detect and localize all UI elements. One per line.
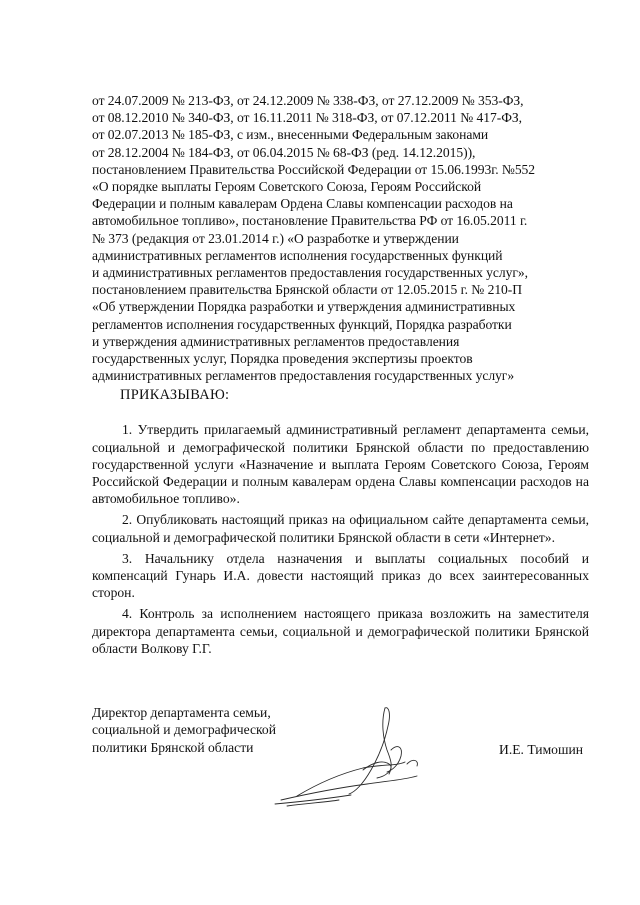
order-item-4: 4. Контроль за исполнением настоящего приказа возложить на заместителя директора департамента семьи, социальной и демографической политики Брянской области Волкову Г.Г. [92,606,589,656]
preamble-line: государственных услуг, Порядка проведения экспертизы проектов [92,351,473,367]
signatory-title-line: социальной и демографической [92,722,277,738]
order-item-1: 1. Утвердить прилагаемый административный регламент департамента семьи, социальной и демографической политики Брянской области по предоставлению государственной услуги «Назначение и выплата Героям Советского Союза, Героям Российской Федерации и полным кавалерам ордена Славы компенсации расходов на автомобильное топливо». [92,422,589,507]
preamble-line: постановлением Правительства Российской Федерации от 15.06.1993г. №552 [92,161,536,177]
preamble-line: от 08.12.2010 № 340-ФЗ, от 16.11.2011 № 318-ФЗ, от 07.12.2011 № 417-ФЗ, [92,110,523,126]
signature-block [92,704,589,814]
preamble-line: регламентов исполнения государственных функций, Порядка разработки [92,316,512,332]
order-item-2: 2. Опубликовать настоящий приказ на официальном сайте департамента семьи, социальной и демографической политики Брянской области в сети «Интернет». [92,512,589,545]
preamble-line: № 373 (редакция от 23.01.2014 г.) «О разработке и утверждении [92,230,459,246]
preamble-line: и административных регламентов предоставления государственных услуг», [92,265,529,281]
order-heading: ПРИКАЗЫВАЮ: [120,387,230,404]
preamble-line: «Об утверждении Порядка разработки и утверждения административных [92,299,516,315]
signatory-title-line: Директор департамента семьи, [92,705,271,720]
preamble-line: от 24.07.2009 № 213-ФЗ, от 24.12.2009 № 338-ФЗ, от 27.12.2009 № 353-ФЗ, [92,93,524,108]
document-body [92,92,589,661]
preamble [92,92,589,384]
preamble-line: от 02.07.2013 № 185-ФЗ, с изм., внесенными Федеральным законами [92,127,489,143]
signatory-name: И.Е. Тимошин [499,742,583,757]
preamble-line: административных регламентов предоставления государственных услуг» [92,368,515,384]
preamble-line: «О порядке выплаты Героям Советского Союза, Героям Российской [92,179,482,195]
handwritten-signature [267,704,437,809]
preamble-line: и утверждения административных регламентов предоставления [92,333,460,349]
preamble-line: постановлением правительства Брянской области от 12.05.2015 г. № 210-П [92,282,523,298]
preamble-line: административных регламентов исполнения государственных функций [92,247,503,263]
signatory-title-line: политики Брянской области [92,739,254,755]
preamble-line: от 28.12.2004 № 184-ФЗ, от 06.04.2015 № 68-ФЗ (ред. 14.12.2015)), [92,144,476,160]
order-item-3: 3. Начальнику отдела назначения и выплаты социальных пособий и компенсаций Гунарь И.А. довести настоящий приказ до всех заинтересованных сторон. [92,550,589,601]
preamble-line: автомобильное топливо», постановление Правительства РФ от 16.05.2011 г. [92,213,528,229]
preamble-line: Федерации и полным кавалерам Ордена Славы компенсации расходов на [92,196,513,212]
